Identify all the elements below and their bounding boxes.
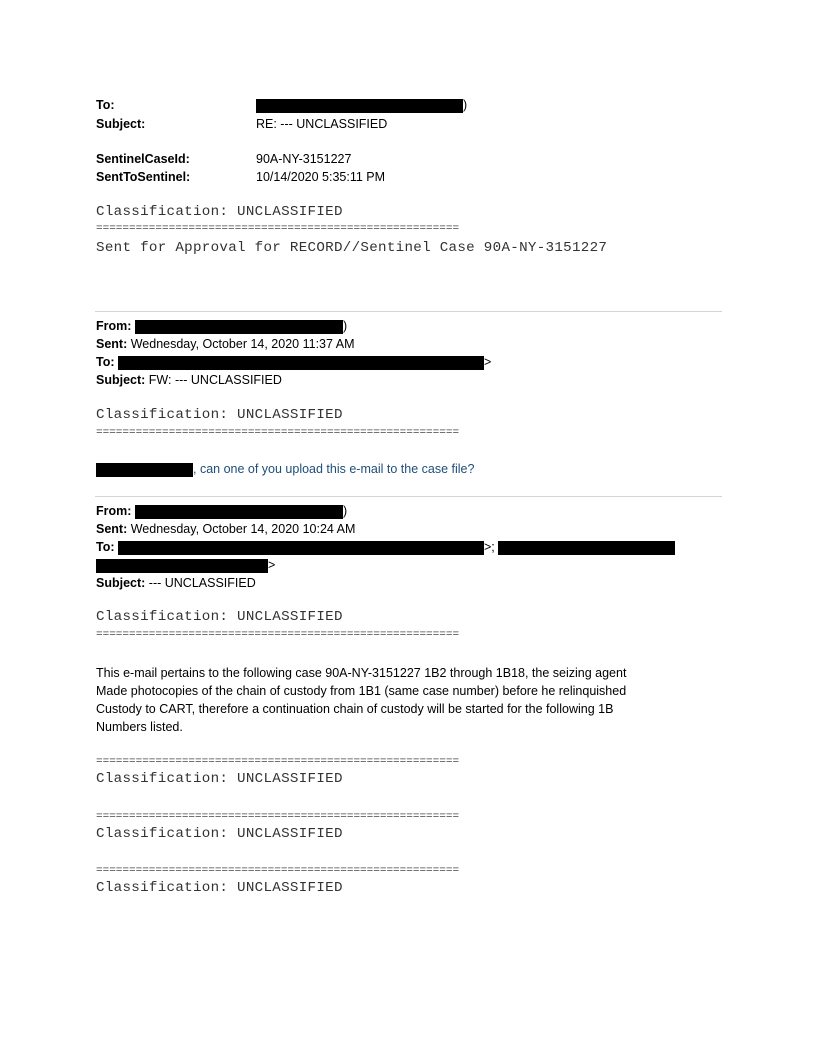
email1-classification: Classification: UNCLASSIFIED (96, 407, 343, 423)
email1-subject-label: Subject: (96, 373, 146, 387)
email2-to-suffix-2: > (268, 558, 276, 572)
email1-subject-value: FW: --- UNCLASSIFIED (145, 373, 282, 387)
email2-subject-label: Subject: (96, 576, 146, 590)
sentinel-note: Sent for Approval for RECORD//Sentinel Case 90A-NY-3151227 (96, 240, 608, 256)
redaction-bar (96, 463, 193, 477)
body-line: Numbers listed. (96, 720, 183, 734)
classification-line: Classification: UNCLASSIFIED (96, 204, 343, 220)
subject-label: Subject: (96, 117, 146, 131)
to-label: To: (96, 98, 115, 112)
redaction-bar (256, 99, 463, 113)
redaction-bar (96, 559, 268, 573)
email2-from-label: From: (96, 504, 132, 518)
sent-to-sentinel-label: SentToSentinel: (96, 170, 191, 184)
email2-subject-value: --- UNCLASSIFIED (145, 576, 256, 590)
redaction-bar (135, 505, 343, 519)
email1-subject-line (96, 372, 282, 388)
email1-to-suffix: > (484, 355, 492, 369)
email1-body: , can one of you upload this e-mail to the case file? (193, 462, 475, 476)
redaction-bar (118, 541, 484, 555)
footer-separator: ======================================================= (96, 866, 460, 876)
subject-value: RE: --- UNCLASSIFIED (256, 117, 388, 131)
body-line: This e-mail pertains to the following case 90A-NY-3151227 1B2 through 1B18, the seizing agent (96, 666, 627, 680)
email2-subject-line (96, 575, 256, 591)
footer-separator: ======================================================= (96, 812, 460, 822)
sent-to-sentinel-value: 10/14/2020 5:35:11 PM (256, 170, 386, 184)
email1-to-label: To: (96, 355, 115, 369)
email2-to-label: To: (96, 540, 115, 554)
email1-from-label: From: (96, 319, 132, 333)
separator-line: ======================================================= (96, 224, 460, 234)
footer-classification: Classification: UNCLASSIFIED (96, 826, 343, 842)
body-line: Custody to CART, therefore a continuation chain of custody will be started for the following 1B (96, 702, 614, 716)
email2-from-suffix: ) (343, 504, 348, 518)
email1-sent-label: Sent: (96, 337, 128, 351)
email1-sent-value: Wednesday, October 14, 2020 11:37 AM (127, 337, 355, 351)
email2-to-suffix-1: >; (484, 540, 495, 554)
body-line: Made photocopies of the chain of custody from 1B1 (same case number) before he relinquished (96, 684, 627, 698)
email2-sent-line (96, 521, 355, 537)
redaction-bar (135, 320, 343, 334)
divider (95, 311, 722, 312)
to-suffix: ) (463, 98, 468, 112)
footer-separator: ======================================================= (96, 757, 460, 767)
footer-classification: Classification: UNCLASSIFIED (96, 880, 343, 896)
email1-separator: ======================================================= (96, 428, 460, 438)
email1-sent-line (96, 336, 354, 352)
sentinel-case-value: 90A-NY-3151227 (256, 152, 352, 166)
divider (95, 496, 722, 497)
footer-classification: Classification: UNCLASSIFIED (96, 771, 343, 787)
redaction-bar (118, 356, 484, 370)
email1-from-suffix: ) (343, 319, 348, 333)
email2-classification: Classification: UNCLASSIFIED (96, 609, 343, 625)
redaction-bar (498, 541, 675, 555)
email2-sent-value: Wednesday, October 14, 2020 10:24 AM (127, 522, 356, 536)
email2-separator: ======================================================= (96, 630, 460, 640)
sentinel-case-label: SentinelCaseId: (96, 152, 190, 166)
email2-sent-label: Sent: (96, 522, 128, 536)
